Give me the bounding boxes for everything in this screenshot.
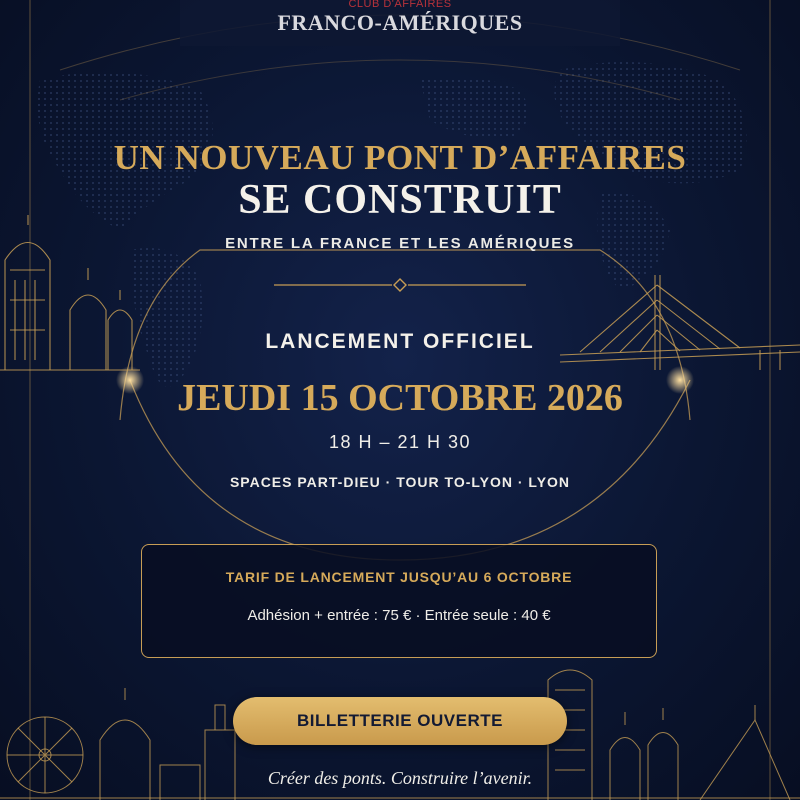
footer-tagline: Créer des ponts. Construire l’avenir. [267, 768, 533, 788]
right-bridge [560, 275, 800, 370]
headline-line2: SE CONSTRUIT [238, 177, 562, 223]
subheadline: ENTRE LA FRANCE ET LES AMÉRIQUES [225, 235, 575, 252]
brand-name: FRANCO-AMÉRIQUES [277, 10, 523, 35]
ticketing-button[interactable]: BILLETTERIE OUVERTE [233, 697, 567, 745]
event-time: 18 H – 21 H 30 [328, 432, 472, 452]
pricing-detail: Adhésion + entrée : 75 € · Entrée seule : 40 € [247, 607, 551, 624]
pricing-box [141, 544, 657, 658]
event-date: JEUDI 15 OCTOBRE 2026 [177, 377, 623, 419]
headline-line1: UN NOUVEAU PONT D’AFFAIRES [113, 138, 687, 177]
club-label: CLUB D'AFFAIRES [348, 0, 452, 10]
event-label: LANCEMENT OFFICIEL [265, 330, 535, 353]
event-venue: SPACES PART-DIEU · TOUR TO-LYON · LYON [229, 474, 571, 490]
pricing-title: TARIF DE LANCEMENT JUSQU’AU 6 OCTOBRE [225, 569, 573, 585]
diamond-divider-icon [274, 278, 526, 292]
